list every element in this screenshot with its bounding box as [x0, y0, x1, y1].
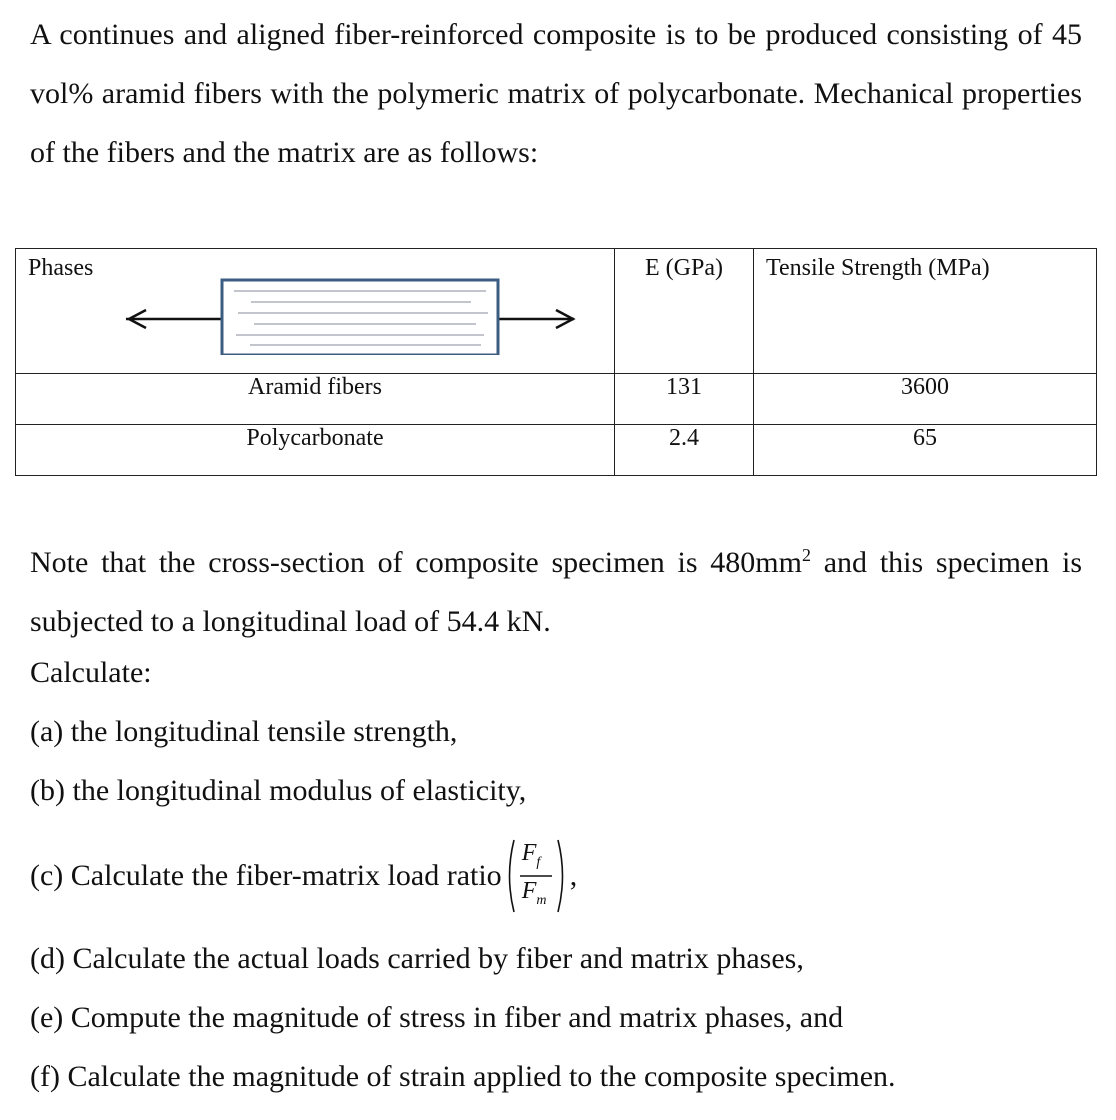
- item-c: [30, 834, 577, 918]
- item-c-text: (c) Calculate the fiber-matrix load ratio: [30, 859, 502, 892]
- item-d: (d) Calculate the actual loads carried by fiber and matrix phases,: [30, 942, 804, 975]
- table-row: [16, 374, 1097, 425]
- calculate-label: Calculate:: [30, 656, 152, 689]
- item-e: (e) Compute the magnitude of stress in fiber and matrix phases, and: [30, 1001, 844, 1034]
- note-part2: and this specimen is subjected to a longitudinal load of 54.4 kN.: [30, 546, 1082, 638]
- modulus-cell: 131: [615, 374, 754, 425]
- modulus-cell: 2.4: [615, 425, 754, 476]
- intro-paragraph: A continues and aligned fiber-reinforced composite is to be produced consisting of 45 vol% aramid fibers with the polymeric matrix of polycarbonate. Mechanical properties of the fibers and the matrix are as follows:: [30, 18, 1082, 169]
- table-row: [16, 425, 1097, 476]
- strength-header-cell: [754, 249, 1097, 374]
- phases-header-cell: [16, 249, 615, 374]
- note-part1: Note that the cross-section of composite specimen is 480mm: [30, 546, 802, 579]
- phase-cell: Polycarbonate: [16, 425, 615, 476]
- fiber-composite-diagram: [126, 275, 586, 355]
- strength-cell: 65: [754, 425, 1097, 476]
- fraction-numerator: $F_f$: [521, 840, 541, 870]
- fraction-denominator: $F_m$: [521, 878, 547, 908]
- properties-table: [15, 248, 1097, 476]
- phase-cell: Aramid fibers: [16, 374, 615, 425]
- load-ratio-fraction: [504, 836, 568, 916]
- strength-header: Tensile Strength (MPa): [766, 255, 990, 281]
- strength-cell: 3600: [754, 374, 1097, 425]
- modulus-header: E (GPa): [645, 255, 723, 281]
- item-f: (f) Calculate the magnitude of strain applied to the composite specimen.: [30, 1060, 896, 1093]
- phases-header: Phases: [28, 255, 94, 281]
- note-paragraph: [30, 526, 1082, 651]
- note-superscript: 2: [801, 545, 811, 565]
- item-b: (b) the longitudinal modulus of elasticity,: [30, 774, 527, 807]
- item-a: (a) the longitudinal tensile strength,: [30, 715, 458, 748]
- item-c-suffix: ,: [569, 859, 578, 892]
- modulus-header-cell: [615, 249, 754, 374]
- table-header-row: [16, 249, 1097, 374]
